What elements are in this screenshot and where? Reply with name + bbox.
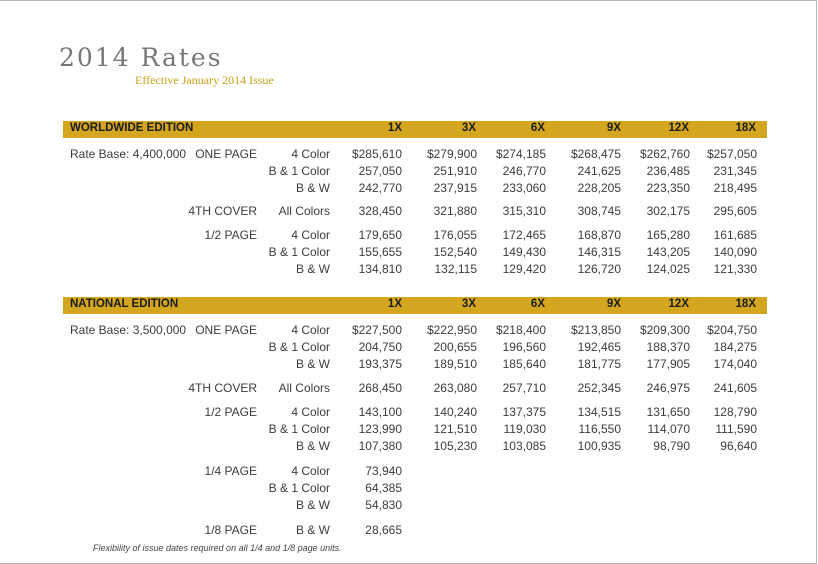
column-header-12x: 12X xyxy=(668,122,689,134)
rate-value: 174,040 xyxy=(713,357,757,371)
color-type-label: 4 Color xyxy=(291,147,330,161)
rate-value: 257,050 xyxy=(358,164,402,178)
color-type-label: 4 Color xyxy=(291,323,330,337)
rate-value: 124,025 xyxy=(646,262,690,276)
color-type-label: B & W xyxy=(295,523,330,537)
rate-value: 241,625 xyxy=(577,164,621,178)
column-header-1x: 1X xyxy=(387,298,402,310)
rate-value: 172,465 xyxy=(502,228,546,242)
rate-value: 140,090 xyxy=(713,245,757,259)
rate-value: 188,370 xyxy=(646,340,690,354)
rate-value: 131,650 xyxy=(646,405,690,419)
ad-size-label: 1/8 PAGE xyxy=(204,523,257,537)
rate-value: 251,910 xyxy=(433,164,477,178)
rate-value: 237,915 xyxy=(433,181,477,195)
rate-value: 103,085 xyxy=(502,439,546,453)
rate-value: 107,380 xyxy=(358,439,402,453)
ad-size-label: 4TH COVER xyxy=(188,204,257,218)
rate-value: 252,345 xyxy=(577,381,621,395)
rate-value: 204,750 xyxy=(358,340,402,354)
rate-value: 111,590 xyxy=(715,422,757,436)
rate-value: 73,940 xyxy=(365,464,402,478)
rate-value: 192,465 xyxy=(577,340,621,354)
rate-value: 98,790 xyxy=(653,439,690,453)
edition-header-band xyxy=(63,121,767,138)
rate-value: $213,850 xyxy=(570,323,621,337)
rate-value: 123,990 xyxy=(358,422,402,436)
page-title: 2014 Rates xyxy=(59,43,223,72)
footnote: Flexibility of issue dates required on all 1/4 and 1/8 page units. xyxy=(93,543,342,553)
color-type-label: B & W xyxy=(295,357,330,371)
rate-value: 302,175 xyxy=(646,204,690,218)
rate-value: 236,485 xyxy=(646,164,690,178)
rate-value: 196,560 xyxy=(502,340,546,354)
ad-size-label: 1/4 PAGE xyxy=(204,464,257,478)
column-header-9x: 9X xyxy=(606,298,621,310)
edition-name: NATIONAL EDITION xyxy=(70,298,179,310)
rate-value: 193,375 xyxy=(358,357,402,371)
rate-value: $285,610 xyxy=(351,147,402,161)
column-header-18x: 18X xyxy=(735,122,756,134)
color-type-label: B & W xyxy=(295,262,330,276)
rate-value: $218,400 xyxy=(495,323,546,337)
color-type-label: B & W xyxy=(295,439,330,453)
rate-value: 100,935 xyxy=(577,439,621,453)
color-type-label: B & 1 Color xyxy=(268,340,330,354)
color-type-label: All Colors xyxy=(278,381,330,395)
column-header-1x: 1X xyxy=(387,122,402,134)
rate-value: $257,050 xyxy=(706,147,757,161)
column-header-18x: 18X xyxy=(735,298,756,310)
rate-value: 315,310 xyxy=(502,204,546,218)
rate-value: $274,185 xyxy=(495,147,546,161)
column-header-3x: 3X xyxy=(461,298,476,310)
column-header-6x: 6X xyxy=(530,122,545,134)
rate-base: Rate Base: 4,400,000 xyxy=(70,147,187,161)
color-type-label: B & W xyxy=(295,181,330,195)
rate-value: 54,830 xyxy=(365,498,402,512)
column-header-9x: 9X xyxy=(606,122,621,134)
ad-size-label: 1/2 PAGE xyxy=(204,228,257,242)
rate-value: 114,070 xyxy=(647,422,690,436)
ad-size-label: ONE PAGE xyxy=(195,323,257,337)
rate-value: 189,510 xyxy=(433,357,477,371)
rate-value: 121,330 xyxy=(713,262,757,276)
rate-value: 161,685 xyxy=(713,228,757,242)
color-type-label: All Colors xyxy=(278,204,330,218)
rate-value: 143,100 xyxy=(358,405,402,419)
rate-value: 134,810 xyxy=(358,262,402,276)
rate-value: 132,115 xyxy=(434,262,477,276)
rate-value: 200,655 xyxy=(433,340,477,354)
color-type-label: 4 Color xyxy=(291,464,330,478)
rate-value: 295,605 xyxy=(713,204,757,218)
rate-value: 241,605 xyxy=(713,381,757,395)
page-subtitle: Effective January 2014 Issue xyxy=(135,73,274,87)
rate-value: $279,900 xyxy=(426,147,477,161)
rate-value: 233,060 xyxy=(502,181,546,195)
rate-value: 328,450 xyxy=(358,204,402,218)
rate-value: 96,640 xyxy=(720,439,757,453)
rate-value: 223,350 xyxy=(646,181,690,195)
rate-value: 228,205 xyxy=(577,181,621,195)
rate-value: $209,300 xyxy=(639,323,690,337)
rate-value: 28,665 xyxy=(365,523,402,537)
rate-value: 152,540 xyxy=(433,245,477,259)
rate-value: 149,430 xyxy=(502,245,546,259)
rate-value: 155,655 xyxy=(358,245,402,259)
rate-value: 134,515 xyxy=(577,405,621,419)
rate-value: $204,750 xyxy=(706,323,757,337)
color-type-label: B & 1 Color xyxy=(268,422,330,436)
color-type-label: B & W xyxy=(295,498,330,512)
rate-value: 146,315 xyxy=(577,245,621,259)
rate-value: $268,475 xyxy=(570,147,621,161)
rate-value: 168,870 xyxy=(577,228,621,242)
ad-size-label: 1/2 PAGE xyxy=(204,405,257,419)
edition-name: WORLDWIDE EDITION xyxy=(70,122,194,134)
rate-value: 64,385 xyxy=(365,481,402,495)
rate-value: 129,420 xyxy=(502,262,546,276)
color-type-label: 4 Color xyxy=(291,228,330,242)
rate-value: 119,030 xyxy=(503,422,546,436)
color-type-label: 4 Color xyxy=(291,405,330,419)
rate-value: 268,450 xyxy=(358,381,402,395)
rate-value: 177,905 xyxy=(646,357,690,371)
rate-value: 140,240 xyxy=(433,405,477,419)
column-header-3x: 3X xyxy=(461,122,476,134)
column-header-6x: 6X xyxy=(530,298,545,310)
rate-value: 165,280 xyxy=(646,228,690,242)
rate-value: 128,790 xyxy=(713,405,757,419)
ad-size-label: ONE PAGE xyxy=(195,147,257,161)
rate-value: $227,500 xyxy=(351,323,402,337)
rate-value: 308,745 xyxy=(577,204,621,218)
column-header-12x: 12X xyxy=(668,298,689,310)
color-type-label: B & 1 Color xyxy=(268,245,330,259)
rate-value: 218,495 xyxy=(713,181,757,195)
rate-value: 257,710 xyxy=(502,381,546,395)
rate-value: 121,510 xyxy=(433,422,477,436)
rate-value: $222,950 xyxy=(426,323,477,337)
rate-value: 181,775 xyxy=(577,357,621,371)
rate-value: $262,760 xyxy=(639,147,690,161)
rate-base: Rate Base: 3,500,000 xyxy=(70,323,187,337)
rate-value: 126,720 xyxy=(577,262,621,276)
rate-value: 116,550 xyxy=(578,422,621,436)
rate-value: 185,640 xyxy=(502,357,546,371)
rate-value: 242,770 xyxy=(358,181,402,195)
rate-value: 246,975 xyxy=(646,381,690,395)
rate-value: 263,080 xyxy=(433,381,477,395)
rate-value: 231,345 xyxy=(713,164,757,178)
rate-value: 321,880 xyxy=(433,204,477,218)
color-type-label: B & 1 Color xyxy=(268,164,330,178)
rate-value: 176,055 xyxy=(433,228,477,242)
color-type-label: B & 1 Color xyxy=(268,481,330,495)
rate-value: 246,770 xyxy=(502,164,546,178)
rate-value: 184,275 xyxy=(713,340,757,354)
rate-value: 105,230 xyxy=(433,439,477,453)
ad-size-label: 4TH COVER xyxy=(188,381,257,395)
rate-value: 137,375 xyxy=(502,405,546,419)
edition-header-band xyxy=(63,297,767,314)
rate-value: 143,205 xyxy=(646,245,690,259)
rate-value: 179,650 xyxy=(358,228,402,242)
